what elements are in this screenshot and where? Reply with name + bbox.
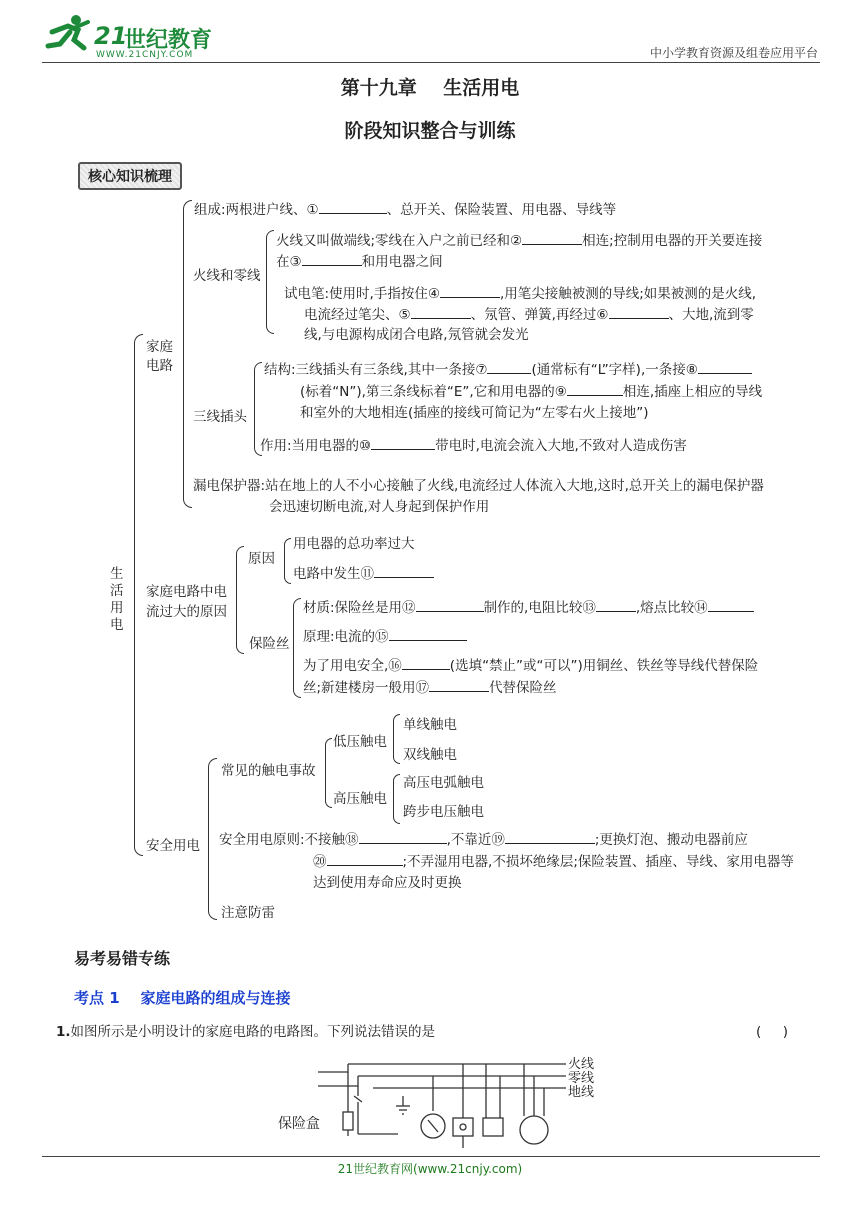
root-label: 生活用电 xyxy=(110,566,124,633)
high-voltage-2: 跨步电压触电 xyxy=(403,804,484,820)
low-bracket xyxy=(393,714,400,764)
leak-line2: 会迅速切断电流,对人身起到保护作用 xyxy=(269,499,490,515)
core-knowledge-badge: 核心知识梳理 xyxy=(78,162,182,190)
fuse-line1: 材质:保险丝是用⑫ 制作的,电阻比较⑬ ,熔点比较⑭ xyxy=(303,599,754,616)
rule-line3: 达到使用寿命应及时更换 xyxy=(313,875,462,891)
composition-line: 组成:两根进户线、① 、总开关、保险装置、用电器、导线等 xyxy=(194,202,617,218)
home-circuit-label: 家庭电路 xyxy=(146,339,173,374)
plug-label: 三线插头 xyxy=(193,409,247,425)
plug-line1: 结构:三线插头有三条线,其中一条接⑦ (通常标有“L”字样),一条接⑧ xyxy=(264,361,752,378)
tester-line1: 试电笔:使用时,手指按住④ ,用笔尖接触被测的导线;如果被测的是火线, xyxy=(284,286,757,302)
point-heading: 考点 1 家庭电路的组成与连接 xyxy=(74,989,291,1007)
header-right-text: 中小学教育资源及组卷应用平台 xyxy=(649,46,818,60)
high-bracket xyxy=(393,774,400,824)
fusebox-label: 保险盒 xyxy=(278,1116,320,1132)
runner-logo-icon xyxy=(44,14,92,54)
cause-line1: 用电器的总功率过大 xyxy=(293,536,415,552)
neutral-wire-label: 零线 xyxy=(568,1071,595,1086)
fuse-line3: 为了用电安全,⑯ (选填“禁止”或“可以”)用铜丝、铁丝等导线代替保险 xyxy=(303,658,759,674)
fire-zero-label: 火线和零线 xyxy=(193,268,261,284)
section-title: 阶段知识整合与训练 xyxy=(344,120,516,142)
fuse-line2: 原理:电流的⑮ xyxy=(303,628,467,645)
fire-zero-bracket xyxy=(266,230,274,334)
high-voltage-1: 高压电弧触电 xyxy=(403,775,484,791)
root-bracket xyxy=(134,334,143,856)
thunder-label: 注意防雷 xyxy=(221,905,275,921)
plug-line2: (标着“N”),第三条线标着“E”,它和用电器的⑨ 相连,插座上相应的导线 xyxy=(300,384,763,400)
question-1: 1.如图所示是小明设计的家庭电路的电路图。下列说法错误的是 xyxy=(56,1024,436,1040)
fire-zero-line1: 火线又叫做端线;零线在入户之前已经和② 相连;控制用电器的开关要连接 xyxy=(276,233,763,249)
fire-zero-line2: 在③ 和用电器之间 xyxy=(276,254,443,270)
safety-label: 安全用电 xyxy=(146,838,200,854)
home-circuit-bracket xyxy=(183,200,192,508)
chapter-title: 第十九章 生活用电 xyxy=(340,77,520,99)
overcurrent-label: 家庭电路中电 流过大的原因 xyxy=(146,584,227,620)
cause-label: 原因 xyxy=(248,551,275,567)
overcurrent-bracket xyxy=(236,546,244,654)
live-wire-label: 火线 xyxy=(568,1057,595,1072)
low-voltage-label: 低压触电 xyxy=(333,734,387,750)
fuse-label: 保险丝 xyxy=(249,636,290,652)
ground-wire-label: 地线 xyxy=(568,1085,595,1100)
footer-text: 21世纪教育网(www.21cnjy.com) xyxy=(337,1162,523,1176)
high-voltage-label: 高压触电 xyxy=(333,791,387,807)
logo-text: 世纪教育 xyxy=(124,28,213,53)
plug-line3: 和室外的大地相连(插座的接线可简记为“左零右火上接地”) xyxy=(300,405,649,421)
tester-line2: 电流经过笔尖、⑤ 、氖管、弹簧,再经过⑥ 、大地,流到零 xyxy=(304,307,754,323)
rule-line1: 安全用电原则:不接触⑱ ,不靠近⑲ ;更换灯泡、搬动电器前应 xyxy=(219,832,748,848)
fuse-line4: 丝;新建楼房一般用⑰ 代替保险丝 xyxy=(303,680,557,696)
plug-line4: 作用:当用电器的⑩ 带电时,电流会流入大地,不致对人造成伤害 xyxy=(260,438,687,454)
accident-bracket xyxy=(325,738,332,808)
tester-line3: 线,与电源构成闭合电路,氖管就会发光 xyxy=(304,327,529,343)
safety-bracket xyxy=(208,758,217,920)
accident-label: 常见的触电事故 xyxy=(221,763,316,779)
logo-number: 21 xyxy=(94,22,128,50)
header-rule xyxy=(42,62,820,63)
rule-line2: ⑳ ;不弄湿用电器,不损坏绝缘层;保险装置、插座、导线、家用电器等 xyxy=(313,854,794,870)
footer-rule xyxy=(42,1156,820,1157)
low-voltage-1: 单线触电 xyxy=(403,717,457,733)
circuit-diagram xyxy=(278,1056,598,1156)
section-heading: 易考易错专练 xyxy=(74,949,171,968)
answer-paren: ( ) xyxy=(756,1024,788,1040)
low-voltage-2: 双线触电 xyxy=(403,747,457,763)
cause-bracket xyxy=(284,538,291,584)
fuse-bracket xyxy=(293,598,301,698)
cause-line2: 电路中发生⑪ xyxy=(293,565,434,582)
logo-url: WWW.21CNJY.COM xyxy=(96,50,194,60)
leak-line1: 漏电保护器:站在地上的人不小心接触了火线,电流经过人体流入大地,这时,总开关上的漏电保护器 xyxy=(193,478,764,494)
